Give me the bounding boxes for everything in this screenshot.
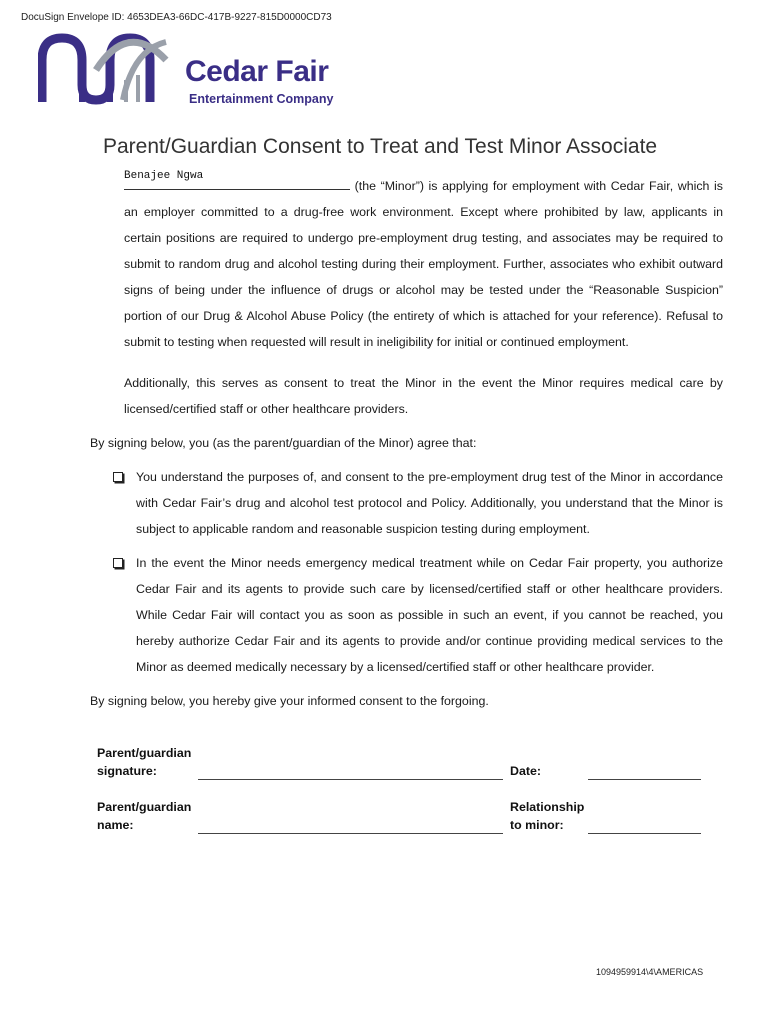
footer-code: 1094959914\4\AMERICAS — [596, 967, 704, 977]
intro-text: (the “Minor”) is applying for employment with Cedar Fair, which is an employer committed to a drug-free work environment. Except where prohibited by law, applicants in certain positions are required to undergo pre-employment drug testing, and associates may be required to submit to random drug and alcohol testing during their employment. Further, associates who exhibit outward signs of being under the influence of drugs or alcohol may be tested under the “Reasonable Suspicion” portion of our Drug & Alcohol Abuse Policy (the entirety of which is attached for your reference). Refusal to submit to testing when requested will result in ineligibility for initial or continued employment. — [124, 179, 723, 349]
consent-statement: By signing below, you hereby give your informed consent to the forgoing. — [90, 694, 489, 708]
additional-paragraph: Additionally, this serves as consent to treat the Minor in the event the Minor requires medical care by licensed/certified staff or other healthcare providers. — [124, 376, 723, 416]
intro-paragraph — [124, 173, 723, 355]
brand-subtitle: Entertainment Company — [189, 92, 334, 106]
signature-line[interactable] — [198, 779, 503, 780]
minor-name-blank — [124, 177, 350, 190]
bullet-item: You understand the purposes of, and consent to the pre-employment drug test of the Minor in accordance with Cedar Fair’s drug and alcohol test protocol and Policy. Additionally, you understand that the Minor is subject to applicable random and reasonable suspicion testing during employment. — [136, 470, 723, 536]
checkbox-icon — [113, 558, 123, 568]
bullet-item: In the event the Minor needs emergency medical treatment while on Cedar Fair property, you authorize Cedar Fair and its agents to provide such care by licensed/certified staff or other healthcare providers. While Cedar Fair will contact you as soon as possible in such an event, if you cannot be reached, you hereby authorize Cedar Fair and its agents to provide and/or continue providing medical services to the Minor as deemed medically necessary by a licensed/certified staff or other healthcare provider. — [136, 556, 723, 674]
relationship-line[interactable] — [588, 833, 701, 834]
document-title: Parent/Guardian Consent to Treat and Test Minor Associate — [103, 135, 658, 158]
docusign-envelope-id: DocuSign Envelope ID: 4653DEA3-66DC-417B-9227-815D0000CD73 — [21, 12, 332, 23]
checkbox-icon — [113, 472, 123, 482]
date-label: Date: — [510, 764, 541, 778]
agree-intro: By signing below, you (as the parent/guardian of the Minor) agree that: — [90, 436, 477, 450]
brand-name: Cedar Fair — [185, 55, 329, 88]
guardian-name-label: Parent/guardian name: — [97, 800, 192, 832]
minor-name-value: Benajee Ngwa — [124, 170, 204, 182]
guardian-name-line[interactable] — [198, 833, 503, 834]
date-line[interactable] — [588, 779, 701, 780]
relationship-label: Relationship to minor: — [510, 800, 585, 832]
signature-label: Parent/guardian signature: — [97, 746, 192, 778]
